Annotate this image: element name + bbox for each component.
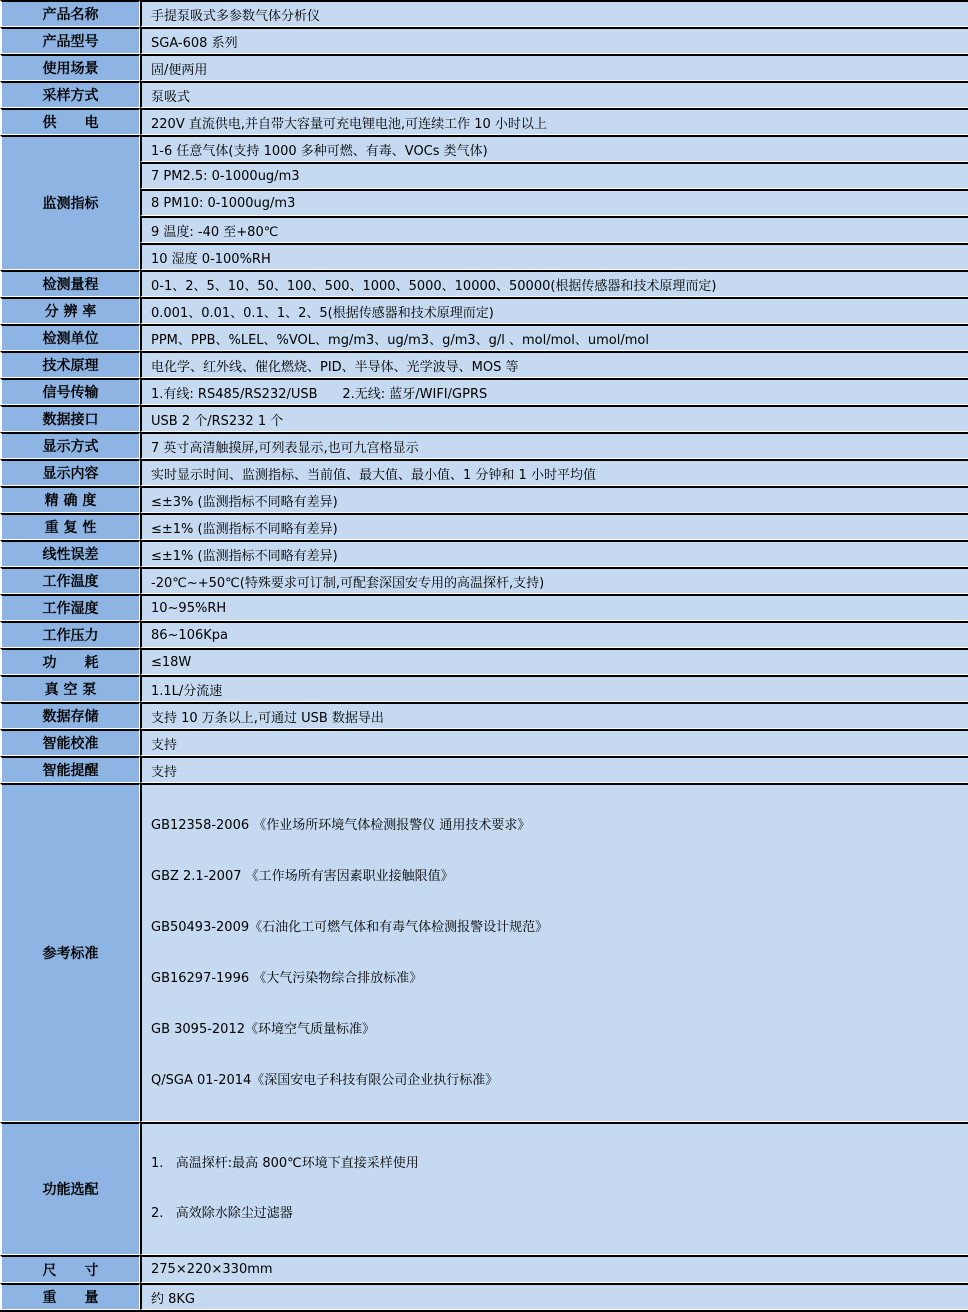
spec-label: 线性误差	[0, 540, 140, 567]
option-line: 1. 高温探杆:最高 800℃环境下直接采样使用	[151, 1156, 419, 1171]
spec-label: 分 辨 率	[0, 297, 140, 324]
spec-label: 重 量	[0, 1283, 140, 1310]
table-row	[0, 324, 968, 351]
standard-line: Q/SGA 01-2014《深国安电子科技有限公司企业执行标准》	[151, 1073, 499, 1088]
spec-label: 工作压力	[0, 621, 140, 648]
table-row	[0, 243, 968, 270]
table-row	[0, 108, 968, 135]
table-row	[0, 27, 968, 54]
spec-value: 275×220×330mm	[140, 1255, 968, 1283]
spec-value: ≤±3% (监测指标不同略有差异)	[140, 486, 968, 513]
table-row	[0, 621, 968, 648]
table-row	[0, 0, 968, 27]
spec-label: 智能提醒	[0, 756, 140, 783]
spec-value: 泵吸式	[140, 81, 968, 108]
spec-value: 支持	[140, 756, 968, 783]
spec-label: 采样方式	[0, 81, 140, 108]
spec-value: 1.有线: RS485/RS232/USB 2.无线: 蓝牙/WIFI/GPRS	[140, 378, 968, 405]
table-row	[0, 459, 968, 486]
spec-label: 产品型号	[0, 27, 140, 54]
spec-value: 实时显示时间、监测指标、当前值、最大值、最小值、1 分钟和 1 小时平均值	[140, 459, 968, 486]
spec-label: 工作湿度	[0, 594, 140, 621]
option-line: 2. 高效除水除尘过滤器	[151, 1206, 293, 1221]
table-row	[0, 432, 968, 459]
spec-label: 显示内容	[0, 459, 140, 486]
standard-line: GB 3095-2012《环境空气质量标准》	[151, 1022, 375, 1037]
table-row	[0, 54, 968, 81]
spec-value: 10~95%RH	[140, 594, 968, 621]
spec-value: SGA-608 系列	[140, 27, 968, 54]
table-row	[0, 378, 968, 405]
spec-value: 固/便两用	[140, 54, 968, 81]
spec-value: 0.001、0.01、0.1、1、2、5(根据传感器和技术原理而定)	[140, 297, 968, 324]
spec-value: 10 湿度 0-100%RH	[140, 243, 968, 270]
spec-value: 手提泵吸式多参数气体分析仪	[140, 0, 968, 27]
spec-value: ≤±1% (监测指标不同略有差异)	[140, 540, 968, 567]
spec-value: 86~106Kpa	[140, 621, 968, 648]
spec-label-reference-standards: 参考标准	[0, 783, 140, 1122]
spec-value: 0-1、2、5、10、50、100、500、1000、5000、10000、50000(根据传感器和技术原理而定)	[140, 270, 968, 297]
spec-value: 1-6 任意气体(支持 1000 多种可燃、有毒、VOCs 类气体)	[140, 135, 968, 162]
spec-label: 技术原理	[0, 351, 140, 378]
table-row	[0, 405, 968, 432]
table-row	[0, 1283, 968, 1310]
spec-value: 220V 直流供电,并自带大容量可充电锂电池,可连续工作 10 小时以上	[140, 108, 968, 135]
spec-label: 数据接口	[0, 405, 140, 432]
spec-label: 产品名称	[0, 0, 140, 27]
table-row	[0, 540, 968, 567]
table-row	[0, 783, 968, 1122]
table-row	[0, 135, 968, 162]
table-row	[0, 297, 968, 324]
spec-value: 支持	[140, 729, 968, 756]
spec-label: 供 电	[0, 108, 140, 135]
spec-label: 真 空 泵	[0, 675, 140, 702]
spec-label: 检测单位	[0, 324, 140, 351]
spec-value: 8 PM10: 0-1000ug/m3	[140, 189, 968, 216]
table-row	[0, 567, 968, 594]
spec-value-reference-standards	[140, 783, 968, 1122]
spec-value: -20℃~+50℃(特殊要求可订制,可配套深国安专用的高温探杆,支持)	[140, 567, 968, 594]
spec-label: 尺 寸	[0, 1255, 140, 1283]
spec-label: 显示方式	[0, 432, 140, 459]
table-row	[0, 729, 968, 756]
table-row	[0, 648, 968, 675]
spec-label: 检测量程	[0, 270, 140, 297]
table-row	[0, 675, 968, 702]
spec-value: 9 温度: -40 至+80℃	[140, 216, 968, 243]
standard-line: GB16297-1996 《大气污染物综合排放标准》	[151, 971, 423, 986]
spec-value: 7 PM2.5: 0-1000ug/m3	[140, 162, 968, 189]
spec-value-optional-features	[140, 1122, 968, 1255]
spec-label: 功 耗	[0, 648, 140, 675]
table-row	[0, 594, 968, 621]
spec-label: 智能校准	[0, 729, 140, 756]
table-row	[0, 162, 968, 189]
table-row	[0, 351, 968, 378]
spec-value: 7 英寸高清触摸屏,可列表显示,也可九宫格显示	[140, 432, 968, 459]
spec-label-optional-features: 功能选配	[0, 1122, 140, 1255]
table-row	[0, 270, 968, 297]
spec-label: 使用场景	[0, 54, 140, 81]
spec-value: 1.1L/分流速	[140, 675, 968, 702]
standard-line: GB12358-2006 《作业场所环境气体检测报警仪 通用技术要求》	[151, 818, 531, 833]
spec-value: 支持 10 万条以上,可通过 USB 数据导出	[140, 702, 968, 729]
spec-label: 精 确 度	[0, 486, 140, 513]
spec-value: ≤18W	[140, 648, 968, 675]
table-row	[0, 189, 968, 216]
spec-value: 约 8KG	[140, 1283, 968, 1310]
spec-label: 信号传输	[0, 378, 140, 405]
table-row	[0, 1255, 968, 1283]
table-row	[0, 486, 968, 513]
spec-value: USB 2 个/RS232 1 个	[140, 405, 968, 432]
table-row	[0, 81, 968, 108]
table-row	[0, 216, 968, 243]
spec-label-monitoring-indicators: 监测指标	[0, 135, 140, 270]
table-row	[0, 756, 968, 783]
spec-label: 重 复 性	[0, 513, 140, 540]
standard-line: GB50493-2009《石油化工可燃气体和有毒气体检测报警设计规范》	[151, 920, 549, 935]
spec-label: 工作温度	[0, 567, 140, 594]
table-row	[0, 702, 968, 729]
spec-value: PPM、PPB、%LEL、%VOL、mg/m3、ug/m3、g/m3、g/l 、mol/mol、umol/mol	[140, 324, 968, 351]
standard-line: GBZ 2.1-2007 《工作场所有害因素职业接触限值》	[151, 869, 454, 884]
table-row	[0, 513, 968, 540]
spec-label: 数据存储	[0, 702, 140, 729]
table-row	[0, 1122, 968, 1255]
spec-value: 电化学、红外线、催化燃烧、PID、半导体、光学波导、MOS 等	[140, 351, 968, 378]
spec-value: ≤±1% (监测指标不同略有差异)	[140, 513, 968, 540]
